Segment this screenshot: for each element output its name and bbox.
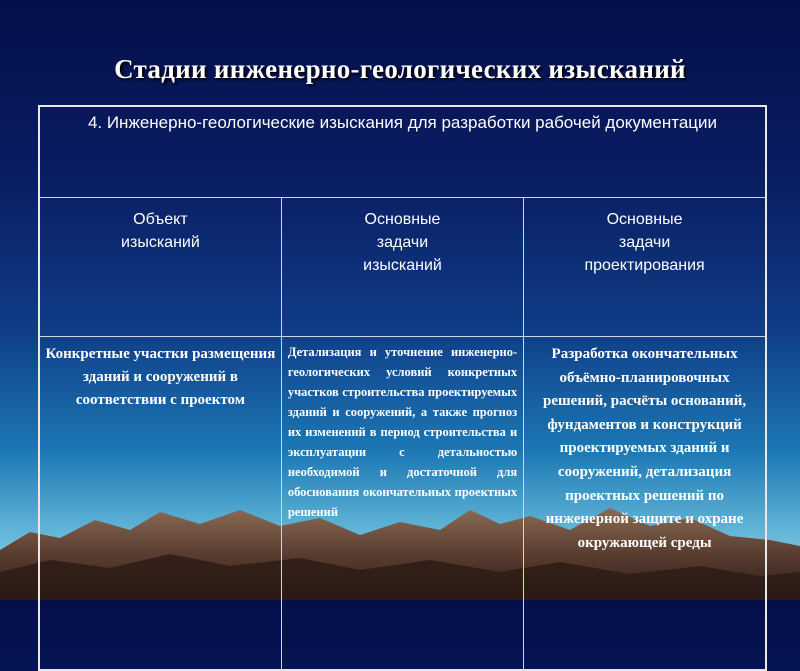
table-heading-row (39, 106, 766, 198)
slide-title: Стадии инженерно-геологических изысканий (114, 54, 686, 84)
stages-table (38, 105, 767, 671)
column-header-object: Объект изысканий (39, 198, 281, 337)
column-header-design-tasks: Основные задачи проектирования (524, 198, 766, 337)
column-header-row (39, 198, 766, 337)
table-heading: 4. Инженерно-геологические изыскания для разработки рабочей документации (39, 106, 766, 198)
cell-survey-tasks: Детализация и уточнение инженерно-геологических условий конкретных участков строительства проектируемых зданий и сооружений, а также прогноз их изменений в период строительства и эксплуатации с детальностью необходимой и достаточной для обоснования окончательных проектных решений (281, 337, 523, 671)
cell-design-tasks: Разработка окончательных объёмно-планировочных решений, расчёты оснований, фундаментов и конструкций проектируемых зданий и сооружений, детализация проектных решений по инженерной защите и охране окружающей среды (524, 337, 766, 671)
table-row (39, 337, 766, 671)
cell-object: Конкретные участки размещения зданий и сооружений в соответствии с проектом (39, 337, 281, 671)
column-header-survey-tasks: Основные задачи изысканий (281, 198, 523, 337)
